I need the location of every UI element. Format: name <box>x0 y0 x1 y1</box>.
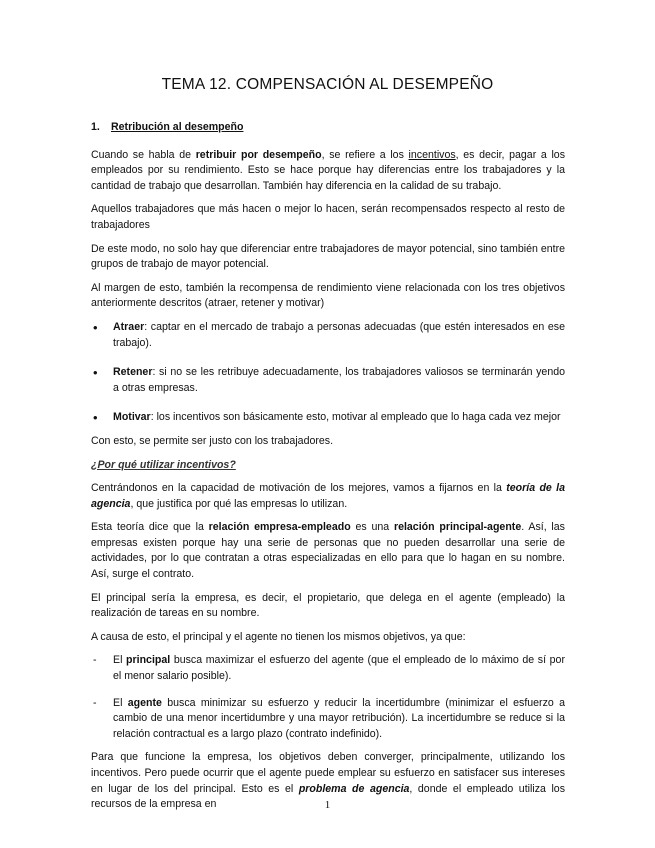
dash-term: principal <box>126 654 171 667</box>
bullet-term: Motivar <box>113 411 151 424</box>
paragraph-5: Con esto, se permite ser justo con los trabajadores. <box>91 434 334 447</box>
bullet-text: : captar en el mercado de trabajo a personas adecuadas (que estén interesados en ese trabajo). <box>113 320 565 349</box>
paragraph-4: Al margen de esto, también la recompensa de rendimiento viene relacionada con los tres objetivos anteriormente descritos (atraer, retener y motivar) <box>91 281 565 310</box>
text-run: . Así, las empresas existen porque hay una serie de personas que no pueden desarrollar una serie de actividades, por lo que contratan a otras especializadas en ello para que lo hagan en su nombre. Así, surge el contrato. <box>91 521 565 581</box>
paragraph-7 <box>91 520 565 582</box>
bullet-text: : si no se les retribuye adecuadamente, los trabajadores valiosos se terminarán yendo a otras empresas. <box>113 366 565 394</box>
page-title: TEMA 12. COMPENSACIÓN AL DESEMPEÑO <box>161 76 494 93</box>
bold-term: retribuir por desempeño <box>195 148 322 161</box>
dash-term: agente <box>127 696 162 709</box>
list-item <box>91 696 565 743</box>
bold-term: relación empresa-empleado <box>208 521 351 534</box>
text-run: Cuando se habla de <box>91 148 196 161</box>
bullet-list <box>91 320 565 426</box>
paragraph-3: De este modo, no solo hay que diferenciar entre trabajadores de mayor potencial, sino también entre grupos de trabajo de mayor potencial. <box>91 242 565 271</box>
paragraph-6 <box>91 481 565 512</box>
question-heading: ¿Por qué utilizar incentivos? <box>91 458 236 471</box>
underlined-term: incentivos <box>408 148 456 161</box>
text-run: Para que funcione la empresa, los objetivos deben converger, principalmente, utilizando los incentivos. Pero puede ocurrir que el agente puede emplear su esfuerzo en satisfacer sus intereses en lugar de los del principal. Esto es el <box>91 751 565 795</box>
dash-text: busca minimizar su esfuerzo y reducir la incertidumbre (minimizar el esfuerzo a cambio de una menor incertidumbre y una mayor retribución). La incertidumbre se reduce si la relación contractual es a largo plazo (contrato indefinido). <box>113 696 565 740</box>
document-body <box>91 120 565 821</box>
list-item <box>91 653 565 684</box>
bullet-term: Retener <box>113 366 153 379</box>
bold-italic-term: problema de agencia <box>298 782 410 795</box>
paragraph-1 <box>91 148 565 195</box>
list-item <box>91 320 565 351</box>
section-heading <box>91 120 565 136</box>
text-run: , donde el empleado utiliza los recursos de la empresa en <box>91 782 565 811</box>
page-number: 1 <box>324 799 331 811</box>
text-run: El <box>113 696 128 709</box>
paragraph-8: El principal sería la empresa, es decir, el propietario, que delega en el agente (empleado) la realización de tareas en su nombre. <box>91 591 565 620</box>
bold-italic-term: teoría de la agencia <box>91 482 565 510</box>
bullet-term: Atraer <box>113 320 145 333</box>
text-run: , se refiere a los <box>321 148 409 161</box>
bullet-text: : los incentivos son básicamente esto, motivar al empleado que lo haga cada vez mejor <box>150 411 561 424</box>
dash-list <box>91 653 565 742</box>
section-title: Retribución al desempeño <box>111 121 244 133</box>
bold-term: relación principal-agente <box>393 521 522 534</box>
dash-text: busca maximizar el esfuerzo del agente (que el empleado de lo máximo de sí por el menor salario posible). <box>113 654 565 683</box>
section-number: 1. <box>91 121 100 133</box>
text-run: es una <box>350 521 394 534</box>
list-item <box>91 365 565 396</box>
text-run: , es decir, pagar a los empleados por su rendimiento. Esto se hace porque hay diferencias entre los trabajadores y la cantidad de trabajo que desarrollan. También hay diferencia en la calidad de su trabajo. <box>91 148 565 192</box>
text-run: El <box>113 654 127 667</box>
paragraph-9: A causa de esto, el principal y el agente no tienen los mismos objetivos, ya que: <box>91 630 466 643</box>
text-run: Esta teoría dice que la <box>91 521 209 534</box>
list-item <box>91 410 565 426</box>
text-run: , que justifica por qué las empresas lo utilizan. <box>130 497 348 510</box>
text-run: Centrándonos en la capacidad de motivación de los mejores, vamos a fijarnos en la <box>91 482 507 495</box>
paragraph-2: Aquellos trabajadores que más hacen o mejor lo hacen, serán recompensados respecto al resto de trabajadores <box>91 203 565 231</box>
